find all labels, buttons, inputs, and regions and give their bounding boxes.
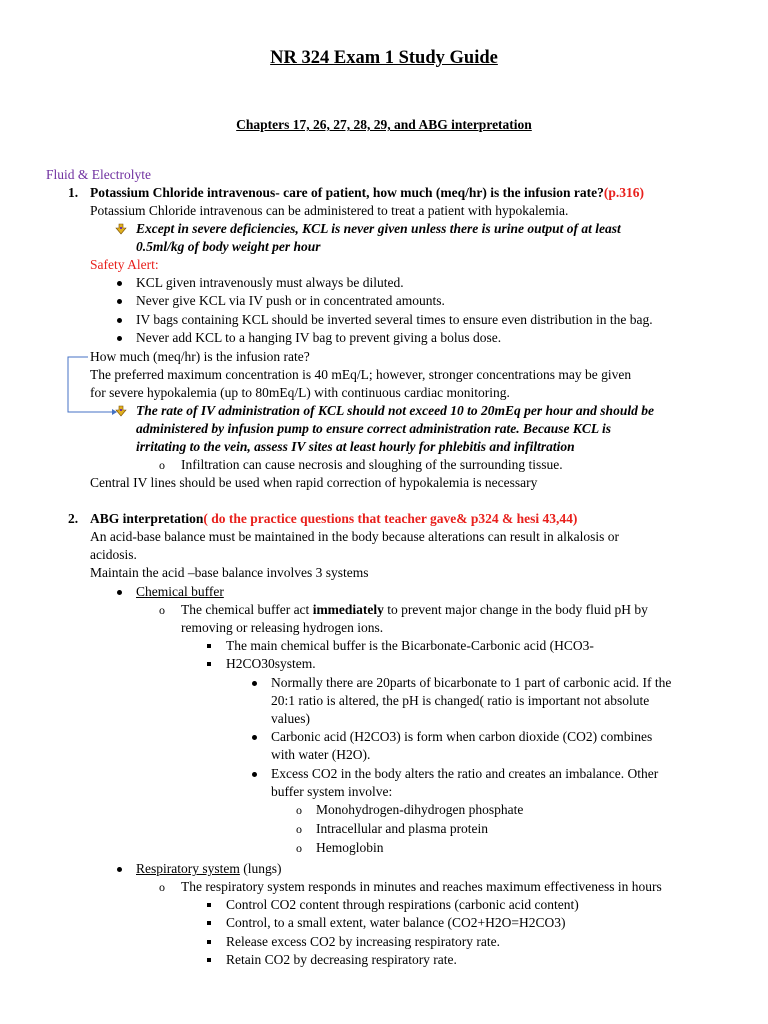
infusion-question: How much (meq/hr) is the infusion rate? — [90, 349, 310, 364]
item1-heading — [90, 184, 644, 201]
ratio-line2: 20:1 ratio is altered, the pH is changed( ratio is important not absolute — [271, 693, 650, 708]
page-subtitle: Chapters 17, 26, 27, 28, 29, and ABG interpretation — [236, 117, 532, 132]
item1-note1-line2: 0.5ml/kg of body weight per hour — [136, 239, 321, 254]
item2-number: 2. — [68, 511, 79, 526]
respiratory-square: Control CO2 content through respirations (carbonic acid content) — [226, 897, 579, 912]
excess-co2-line1: Excess CO2 in the body alters the ratio and creates an imbalance. Other — [271, 766, 659, 781]
item2-heading-text: ABG interpretation — [90, 511, 204, 526]
safety-alert-label: Safety Alert: — [90, 257, 159, 272]
item2-line3: Maintain the acid –base balance involves 3 systems — [90, 565, 369, 580]
chem-desc-pre: The chemical buffer act — [181, 602, 313, 617]
square-bullet-icon — [207, 958, 211, 962]
item2-line1: An acid-base balance must be maintained in the body because alterations can result in alkalosis or — [90, 529, 619, 544]
circle-bullet-icon: o — [159, 458, 165, 472]
chem-desc-post: to prevent major change in the body fluid pH by — [383, 602, 648, 617]
bullet-dot-icon — [252, 772, 257, 777]
section-heading: Fluid & Electrolyte — [46, 167, 151, 182]
square-bullet-icon — [207, 644, 211, 648]
safety-bullet: IV bags containing KCL should be inverted several times to ensure even distribution in the bag. — [136, 312, 653, 327]
bullet-dot-icon — [117, 336, 122, 341]
chem-square-2: H2CO30system. — [226, 656, 316, 671]
respiratory-system-label — [136, 860, 282, 877]
bullet-dot-icon — [117, 318, 122, 323]
buffer-system-item: Hemoglobin — [316, 840, 384, 855]
arrow-bullet-icon — [115, 223, 127, 235]
item1-note2-line2: administered by infusion pump to ensure correct administration rate. Because KCL is — [136, 421, 612, 436]
item2-line2: acidosis. — [90, 547, 137, 562]
buffer-system-item: Intracellular and plasma protein — [316, 821, 489, 836]
item1-note1-line1: Except in severe deficiencies, KCL is never given unless there is urine output of at least — [136, 221, 621, 236]
bullet-dot-icon — [117, 281, 122, 286]
chem-buffer-desc — [181, 601, 648, 618]
central-line-note: Central IV lines should be used when rapid correction of hypokalemia is necessary — [90, 475, 538, 490]
infiltration-note: Infiltration can cause necrosis and sloughing of the surrounding tissue. — [181, 457, 563, 472]
respiratory-label-paren: (lungs) — [239, 861, 282, 876]
bullet-dot-icon — [117, 299, 122, 304]
safety-bullet: KCL given intravenously must always be diluted. — [136, 275, 404, 290]
chem-desc-bold: immediately — [312, 602, 384, 617]
carbonic-line1: Carbonic acid (H2CO3) is form when carbon dioxide (CO2) combines — [271, 729, 653, 744]
bullet-dot-icon — [252, 735, 257, 740]
circle-bullet-icon: o — [159, 880, 165, 894]
safety-bullet: Never add KCL to a hanging IV bag to prevent giving a bolus dose. — [136, 330, 502, 345]
circle-bullet-icon: o — [159, 603, 165, 617]
bullet-dot-icon — [252, 681, 257, 686]
arrow-bullet-icon — [115, 405, 127, 417]
infusion-answer-line1: The preferred maximum concentration is 40 mEq/L; however, stronger concentrations may be given — [90, 367, 632, 382]
square-bullet-icon — [207, 921, 211, 925]
ratio-line1: Normally there are 20parts of bicarbonate to 1 part of carbonic acid. If the — [271, 675, 672, 690]
square-bullet-icon — [207, 662, 211, 666]
square-bullet-icon — [207, 903, 211, 907]
item1-note2-line1: The rate of IV administration of KCL should not exceed 10 to 20mEq per hour and should be — [136, 403, 654, 418]
item1-page-ref: (p.316) — [603, 185, 644, 200]
circle-bullet-icon: o — [296, 803, 302, 817]
item1-number: 1. — [68, 185, 79, 200]
bullet-dot-icon — [117, 867, 122, 872]
respiratory-square: Retain CO2 by decreasing respiratory rate. — [226, 952, 457, 967]
page-title: NR 324 Exam 1 Study Guide — [270, 48, 498, 68]
respiratory-label-text: Respiratory system — [136, 861, 240, 876]
square-bullet-icon — [207, 940, 211, 944]
bullet-dot-icon — [117, 590, 122, 595]
excess-co2-line2: buffer system involve: — [271, 784, 393, 799]
carbonic-line2: with water (H2O). — [271, 747, 371, 762]
item1-heading-text: Potassium Chloride intravenous- care of patient, how much (meq/hr) is the infusion rate? — [90, 185, 604, 200]
buffer-system-item: Monohydrogen-dihydrogen phosphate — [316, 802, 524, 817]
respiratory-square: Release excess CO2 by increasing respiratory rate. — [226, 934, 501, 949]
respiratory-square: Control, to a small extent, water balance (CO2+H2O=H2CO3) — [226, 915, 566, 930]
circle-bullet-icon: o — [296, 841, 302, 855]
ratio-line3: values) — [271, 711, 310, 726]
item2-heading-note: ( do the practice questions that teacher gave& p324 & hesi 43,44) — [203, 511, 578, 526]
circle-bullet-icon: o — [296, 822, 302, 836]
chem-square-1: The main chemical buffer is the Bicarbonate-Carbonic acid (HCO3- — [226, 638, 594, 653]
item1-note2-line3: irritating to the vein, assess IV sites at least hourly for phlebitis and infiltration — [136, 439, 575, 454]
chemical-buffer-label: Chemical buffer — [136, 584, 224, 599]
item2-heading — [90, 510, 577, 527]
safety-bullet: Never give KCL via IV push or in concentrated amounts. — [136, 293, 445, 308]
chem-buffer-desc-line2: removing or releasing hydrogen ions. — [181, 620, 384, 635]
item1-line1: Potassium Chloride intravenous can be administered to treat a patient with hypokalemia. — [90, 203, 569, 218]
infusion-answer-line2: for severe hypokalemia (up to 80mEq/L) with continuous cardiac monitoring. — [90, 385, 510, 400]
respiratory-desc: The respiratory system responds in minutes and reaches maximum effectiveness in hours — [181, 879, 662, 894]
